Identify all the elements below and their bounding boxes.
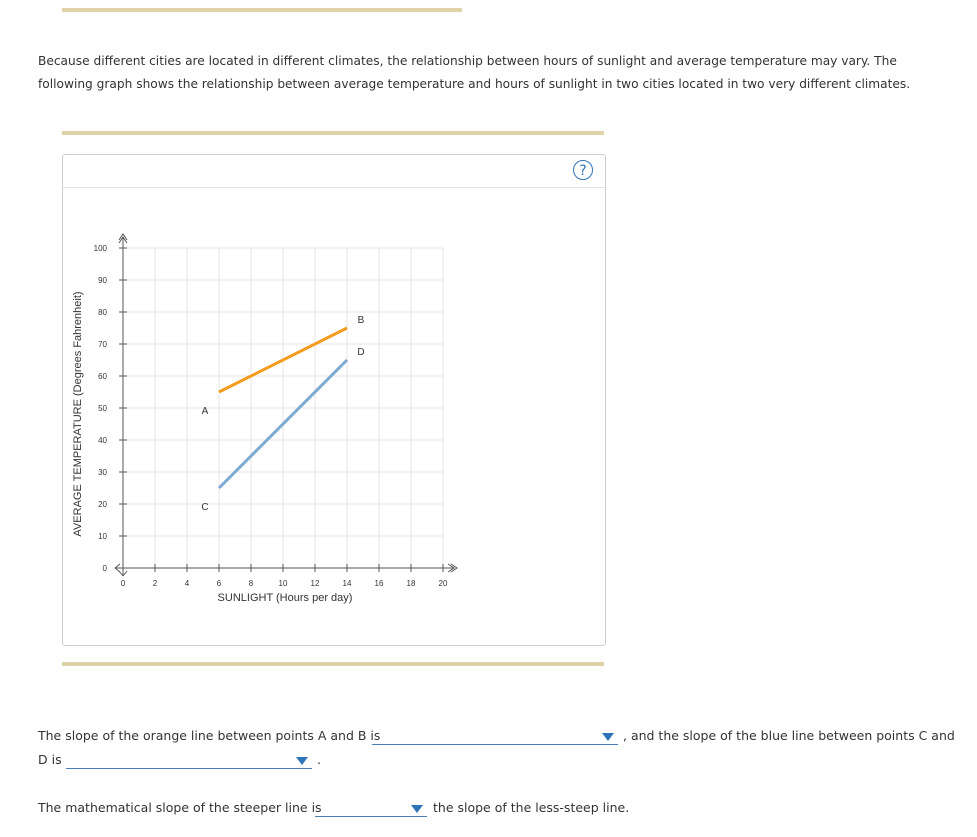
y-tick-label: 70 xyxy=(98,340,107,349)
x-tick-label: 10 xyxy=(278,579,288,588)
y-tick-label: 60 xyxy=(98,372,107,381)
x-tick-label: 2 xyxy=(152,579,158,588)
x-axis-title: SUNLIGHT (Hours per day) xyxy=(217,592,353,604)
question1-text-1: The slope of the orange line between points A and B is xyxy=(38,728,381,743)
question1-text-2: , and the slope of the blue line between points C and xyxy=(623,728,955,743)
question1-text-3: D is xyxy=(38,752,62,767)
x-tick-label: 16 xyxy=(374,579,384,588)
help-icon[interactable]: ? xyxy=(573,160,593,180)
x-tick-label: 18 xyxy=(406,579,416,588)
chevron-down-icon xyxy=(296,757,308,765)
graph-top-divider xyxy=(62,131,604,135)
y-axis-title: AVERAGE TEMPERATURE (Degrees Fahrenheit) xyxy=(72,291,84,537)
steeper-comparison-dropdown[interactable] xyxy=(315,800,427,817)
graph-panel xyxy=(62,154,606,646)
y-tick-label: 100 xyxy=(93,244,107,253)
y-tick-label: 90 xyxy=(98,276,107,285)
x-tick-label: 8 xyxy=(248,579,254,588)
question2-text-1: The mathematical slope of the steeper line is xyxy=(38,800,322,815)
intro-text: Because different cities are located in different climates, the relationship between hours of sunlight and average temperature may vary. The following graph shows the relationship between average temperature and hours of sunlight in two cities located in two very different climates. xyxy=(38,54,911,91)
x-tick-label: 14 xyxy=(342,579,352,588)
y-tick-label: 10 xyxy=(98,532,107,541)
x-tick-label: 12 xyxy=(310,579,320,588)
x-tick-label: 20 xyxy=(438,579,448,588)
x-tick-label: 4 xyxy=(184,579,190,588)
question2-text-2: the slope of the less-steep line. xyxy=(433,800,630,815)
slope-orange-dropdown[interactable] xyxy=(372,728,618,745)
chevron-down-icon xyxy=(602,733,614,741)
point-label: A xyxy=(201,406,209,417)
y-tick-label: 50 xyxy=(98,404,107,413)
x-tick-label: 6 xyxy=(216,579,222,588)
graph-bottom-divider xyxy=(62,662,604,666)
y-tick-label: 80 xyxy=(98,308,107,317)
top-divider xyxy=(62,8,462,12)
point-label: D xyxy=(357,347,365,358)
x-tick-label: 0 xyxy=(120,579,126,588)
point-label: B xyxy=(357,315,365,326)
question1-text-4: . xyxy=(317,752,321,767)
temperature-sunlight-chart xyxy=(63,187,605,647)
slope-blue-dropdown[interactable] xyxy=(66,752,312,769)
chevron-down-icon xyxy=(411,805,423,813)
graph-panel-header xyxy=(63,155,605,188)
y-tick-label: 40 xyxy=(98,436,107,445)
y-tick-label: 30 xyxy=(98,468,107,477)
point-label: C xyxy=(201,502,209,513)
y-tick-label: 0 xyxy=(102,564,107,573)
y-tick-label: 20 xyxy=(98,500,107,509)
